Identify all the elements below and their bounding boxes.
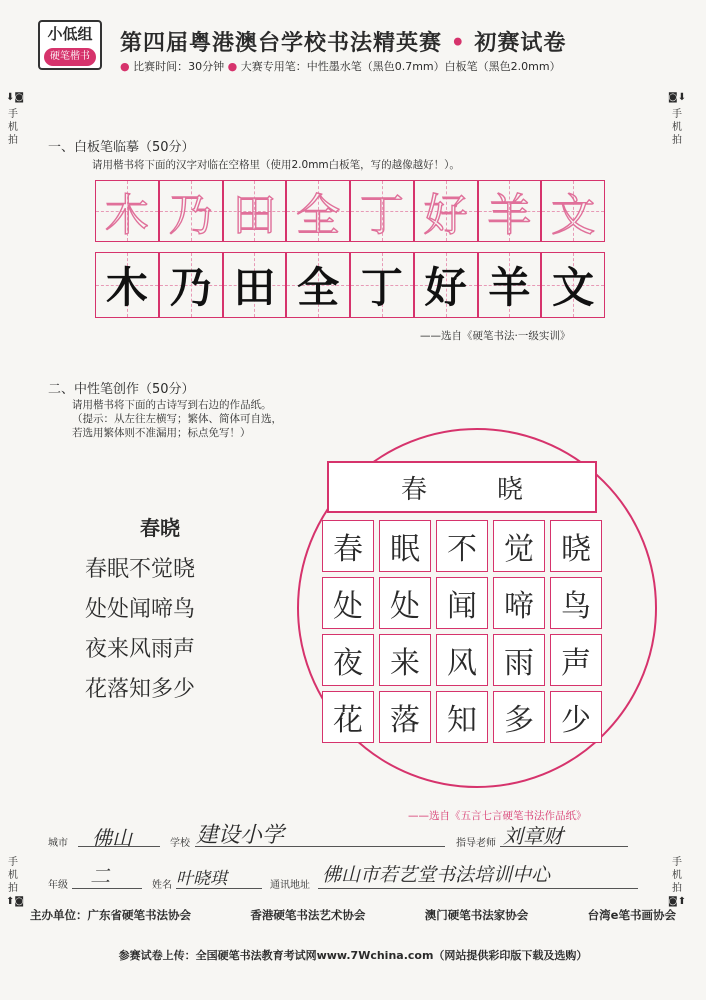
organizer: 香港硬笔书法艺术协会: [250, 908, 366, 922]
tracing-char: 文: [551, 190, 596, 241]
work-cell[interactable]: 少: [550, 691, 602, 743]
model-cell: [478, 252, 542, 318]
grade-value[interactable]: 二: [90, 864, 110, 888]
section2-heading: 二、中性笔创作（50分）: [48, 382, 195, 397]
section1-source: ——选自《硬笔书法·一级实训》: [420, 330, 571, 342]
work-cell[interactable]: 落: [379, 691, 431, 743]
poem-line: 花落知多少: [85, 677, 196, 702]
address-value[interactable]: 佛山市若艺堂书法培训中心: [322, 864, 551, 886]
instruction-line: （提示：从左往左横写；繁体、简体可自选，: [72, 413, 282, 425]
model-char: 乃: [169, 263, 212, 312]
organizer: 澳门硬笔书法家协会: [424, 908, 529, 922]
section2-source: ——选自《五言七言硬笔书法作品纸》: [408, 810, 587, 822]
tracing-char: 好: [423, 190, 468, 241]
section2-instructions: [72, 398, 282, 440]
tracing-cell[interactable]: [414, 180, 478, 242]
section1-heading: 一、白板笔临摹（50分）: [48, 140, 195, 155]
tracing-cell[interactable]: [286, 180, 350, 242]
organizer: 主办单位：广东省硬笔书法协会: [30, 908, 191, 922]
tracing-char: 丁: [359, 190, 404, 241]
address-underline: [318, 888, 638, 889]
name-label: 姓名: [152, 880, 172, 891]
side-note-left-bottom: 手机拍: [8, 857, 18, 894]
model-char: 好: [424, 263, 467, 312]
work-cell[interactable]: 夜: [322, 634, 374, 686]
tracing-char: 全: [296, 190, 341, 241]
poem-line: 处处闻啼鸟: [85, 597, 196, 622]
work-cell[interactable]: 来: [379, 634, 431, 686]
model-grid: [95, 252, 605, 318]
work-cell[interactable]: 不: [436, 520, 488, 572]
work-cell[interactable]: 眠: [379, 520, 431, 572]
tracing-cell[interactable]: [95, 180, 159, 242]
teacher-value[interactable]: 刘章财: [503, 824, 563, 848]
name-underline: [176, 888, 262, 889]
school-underline: [195, 846, 445, 847]
work-title-char: 晓: [497, 474, 524, 505]
work-cell[interactable]: 雨: [493, 634, 545, 686]
model-cell: [159, 252, 223, 318]
model-char: 全: [297, 263, 340, 312]
work-cell[interactable]: 处: [379, 577, 431, 629]
school-value[interactable]: 建设小学: [196, 823, 285, 848]
tracing-cell[interactable]: [541, 180, 605, 242]
exam-info: ● 比赛时间：30分钟 ● 大赛专用笔：中性墨水笔（黑色0.7mm）白板笔（黑色2.0mm）: [120, 60, 561, 73]
work-cell[interactable]: 多: [493, 691, 545, 743]
name-value[interactable]: 叶晓琪: [176, 869, 227, 889]
tracing-grid[interactable]: [95, 180, 605, 242]
work-cell[interactable]: 知: [436, 691, 488, 743]
city-value[interactable]: 佛山: [92, 826, 132, 850]
side-note-right-bottom: 手机拍: [672, 857, 682, 894]
tracing-char: 羊: [487, 190, 532, 241]
exam-pens: 大赛专用笔：中性墨水笔（黑色0.7mm）白板笔（黑色2.0mm）: [240, 60, 561, 73]
tracing-char: 乃: [168, 190, 213, 241]
tracing-cell[interactable]: [223, 180, 287, 242]
poem-text: [85, 508, 245, 710]
grade-label: 年级: [48, 880, 68, 891]
school-label: 学校: [170, 838, 190, 849]
upload-camera-icon: ⬆◙: [6, 896, 25, 907]
instruction-line: 请用楷书将下面的古诗写到右边的作品纸。: [72, 399, 272, 411]
work-cell[interactable]: 花: [322, 691, 374, 743]
instruction-line: 若选用繁体则不准漏用；标点免写！）: [72, 427, 251, 439]
download-camera-icon: ⬇◙: [6, 92, 25, 103]
teacher-underline: [500, 846, 628, 847]
work-grid[interactable]: [322, 520, 600, 743]
page-title: [120, 26, 566, 57]
work-cell[interactable]: 觉: [493, 520, 545, 572]
poem-line: 夜来风雨声: [85, 637, 196, 662]
badge-bottom-text: 硬笔楷书: [44, 48, 96, 66]
grade-underline: [72, 888, 142, 889]
title-main: 第四届粤港澳台学校书法精英赛: [120, 30, 443, 56]
organizer: 台湾e笔书画协会: [587, 908, 676, 922]
model-cell: [223, 252, 287, 318]
tracing-cell[interactable]: [478, 180, 542, 242]
address-label: 通讯地址: [270, 880, 310, 891]
title-suffix: 初赛试卷: [474, 30, 567, 56]
model-cell: [95, 252, 159, 318]
model-cell: [541, 252, 605, 318]
work-title-char: 春: [400, 474, 427, 505]
model-char: 木: [105, 263, 148, 312]
badge-top-text: 小低组: [47, 25, 93, 43]
work-cell[interactable]: 春: [322, 520, 374, 572]
work-cell[interactable]: 鸟: [550, 577, 602, 629]
model-char: 文: [552, 263, 595, 312]
group-badge: [38, 20, 102, 70]
title-separator: •: [450, 30, 466, 56]
camera-download-icon: ◙⬇: [668, 92, 687, 103]
model-cell: [414, 252, 478, 318]
camera-upload-icon: ◙⬆: [668, 896, 687, 907]
exam-time: 比赛时间：30分钟: [133, 60, 225, 73]
work-cell[interactable]: 闻: [436, 577, 488, 629]
side-note-left-top: 手机拍: [8, 109, 18, 146]
work-title-box[interactable]: [327, 461, 597, 513]
model-cell: [350, 252, 414, 318]
tracing-char: 木: [104, 190, 149, 241]
model-char: 羊: [488, 263, 531, 312]
city-label: 城市: [48, 838, 68, 849]
work-cell[interactable]: 声: [550, 634, 602, 686]
poem-line: 春眠不觉晓: [85, 557, 196, 582]
tracing-cell[interactable]: [159, 180, 223, 242]
work-cell[interactable]: 晓: [550, 520, 602, 572]
side-note-right-top: 手机拍: [672, 109, 682, 146]
model-cell: [286, 252, 350, 318]
poem-title: 春晓: [140, 516, 180, 540]
model-char: 丁: [360, 263, 403, 312]
teacher-label: 指导老师: [456, 838, 496, 849]
tracing-char: 田: [232, 190, 277, 241]
tracing-cell[interactable]: [350, 180, 414, 242]
section1-instruction: 请用楷书将下面的汉字对临在空格里（使用2.0mm白板笔，写的越像越好！）。: [92, 159, 460, 171]
model-char: 田: [233, 263, 276, 312]
organizers: [30, 907, 676, 923]
upload-note: 参赛试卷上传：全国硬笔书法教育考试网www.7Wchina.com（网站提供彩印版下载及选购）: [118, 949, 588, 962]
work-cell[interactable]: 处: [322, 577, 374, 629]
work-cell[interactable]: 啼: [493, 577, 545, 629]
work-cell[interactable]: 风: [436, 634, 488, 686]
city-underline: [78, 846, 160, 847]
